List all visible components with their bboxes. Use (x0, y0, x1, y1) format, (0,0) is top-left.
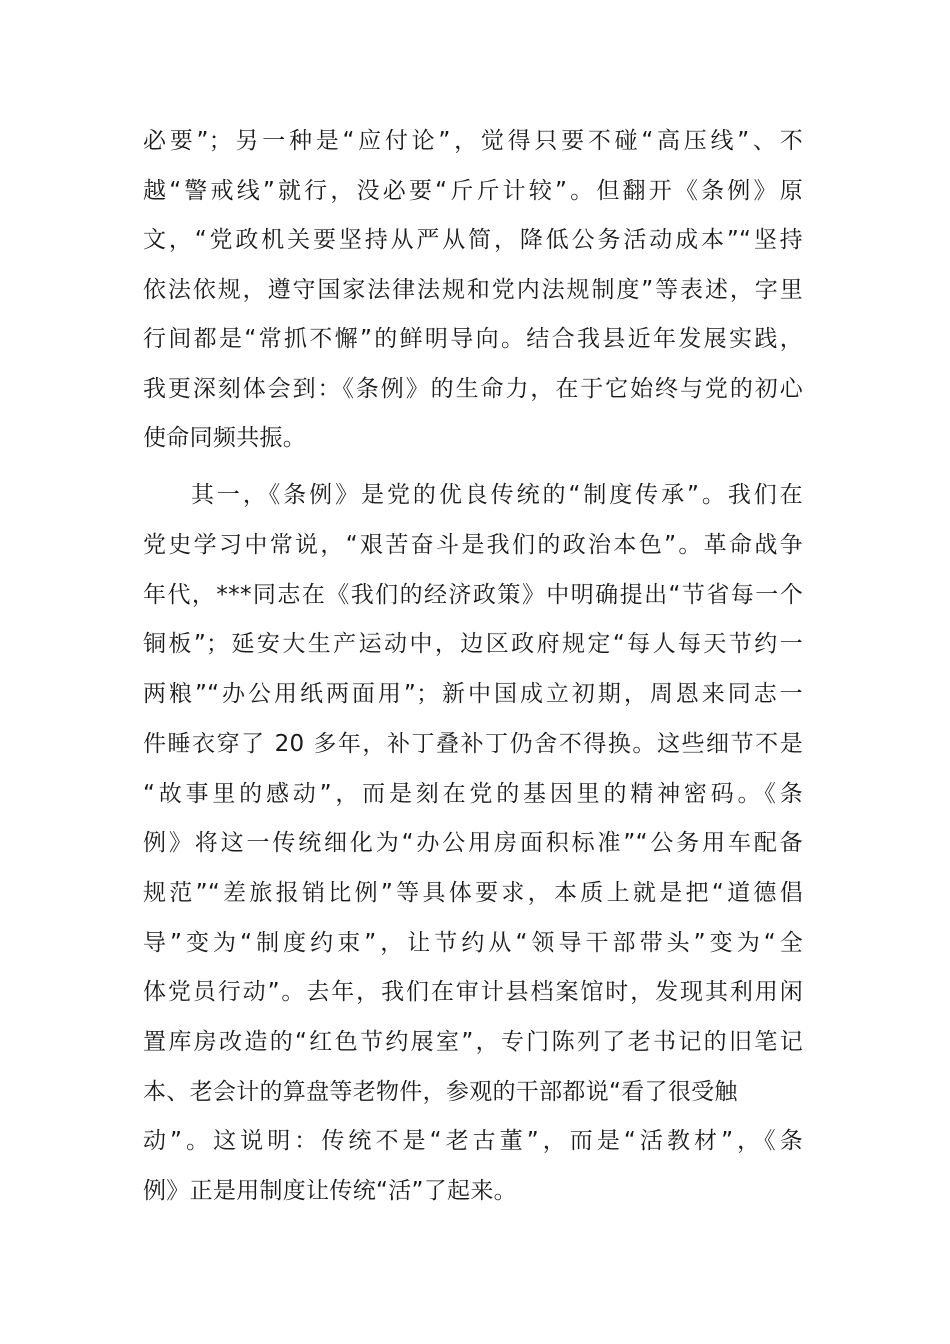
text-line: 本、老会计的算盘等老物件，参观的干部都说“看了很受触 (143, 1079, 738, 1105)
text-line: 党史学习中常说，“艰苦奋斗是我们的政治本色”。革命战争 (143, 532, 803, 558)
text-line: 我更深刻体会到：《条例》的生命力，在于它始终与党的初心 (143, 376, 803, 402)
text-line: 文，“党政机关要坚持从严从简，降低公务活动成本”“坚持 (143, 227, 803, 253)
text-line: 两粮”“办公用纸两面用”；新中国成立初期，周恩来同志一 (143, 681, 803, 707)
text-line: 行间都是“常抓不懈”的鲜明导向。结合我县近年发展实践， (143, 326, 803, 352)
text-line-indented: 其一，《条例》是党的优良传统的“制度传承”。我们在 (191, 482, 803, 508)
text-line: “故事里的感动”，而是刻在党的基因里的精神密码。《条 (143, 781, 803, 807)
text-line: 体党员行动”。去年，我们在审计县档案馆时，发现其利用闲 (143, 979, 803, 1005)
text-line: 动”。这说明：传统不是“老古董”，而是“活教材”，《条 (143, 1128, 803, 1154)
text-line: 规范”“差旅报销比例”等具体要求，本质上就是把“道德倡 (143, 880, 803, 906)
text-line: 例》将这一传统细化为“办公用房面积标准”“公务用车配备 (143, 830, 803, 856)
text-line: 越“警戒线”就行，没必要“斤斤计较”。但翻开《条例》原 (143, 178, 803, 204)
text-line: 使命同频共振。 (143, 425, 307, 451)
text-line: 置库房改造的“红色节约展室”，专门陈列了老书记的旧笔记 (143, 1029, 803, 1055)
text-line: 例》正是用制度让传统“活”了起来。 (143, 1178, 517, 1204)
text-line: 必要”；另一种是“应付论”，觉得只要不碰“高压线”、不 (143, 128, 803, 154)
text-line: 依法依规，遵守国家法律法规和党内法规制度”等表述，字里 (143, 277, 803, 303)
text-line: 铜板”；延安大生产运动中，边区政府规定“每人每天节约一 (143, 631, 803, 657)
text-line: 件睡衣穿了 20 多年，补丁叠补丁仍舍不得换。这些细节不是 (143, 731, 803, 757)
text-line: 导”变为“制度约束”，让节约从“领导干部带头”变为“全 (143, 930, 803, 956)
text-line: 年代，***同志在《我们的经济政策》中明确提出“节省每一个 (143, 582, 803, 608)
